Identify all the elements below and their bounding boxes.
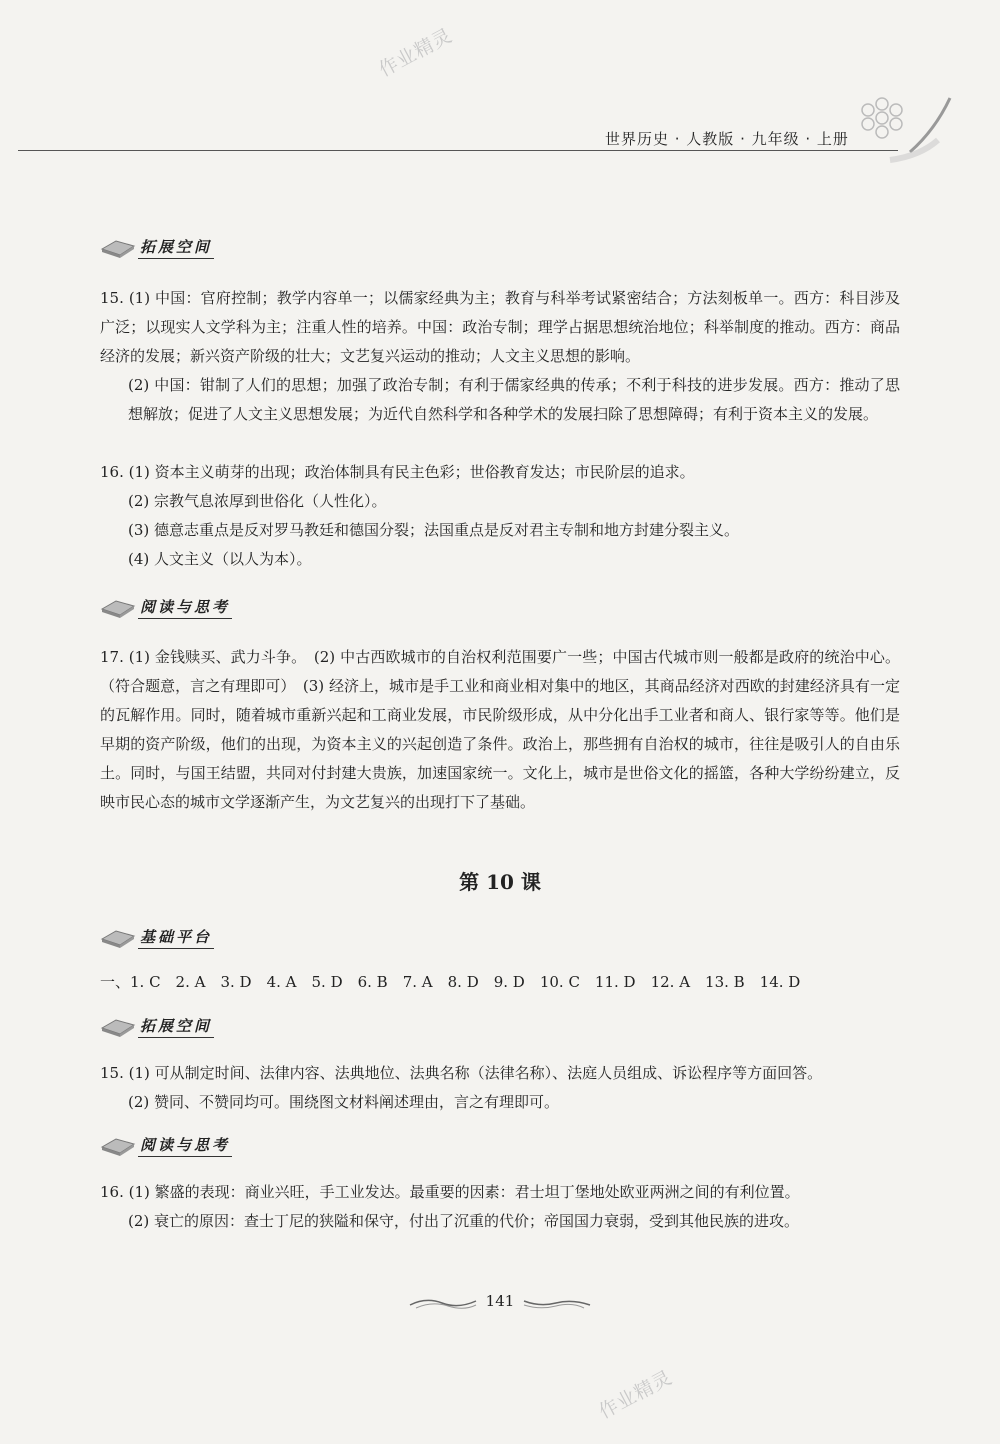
multiple-choice-answers: 一、1. C 2. A 3. D 4. A 5. D 6. B 7. A 8. D 9. D 10. C 11. D 12. A 13. B 14. D <box>100 973 801 991</box>
lesson10-answer-q16-part1: 16. (1) 繁盛的表现：商业兴旺，手工业发达。最重要的因素：君士坦丁堡地处欧亚两洲之间的有利位置。 <box>100 1183 800 1201</box>
answer-q16-part2: (2) 宗教气息浓厚到世俗化（人性化）。 <box>128 492 387 510</box>
section-header-expand-2 <box>100 1015 214 1038</box>
section-label: 基础平台 <box>138 926 214 949</box>
section-header-read <box>100 596 232 619</box>
lesson10-answer-q16-part2: (2) 衰亡的原因：查士丁尼的狭隘和保守，付出了沉重的代价；帝国国力衰弱，受到其他民族的进攻。 <box>128 1212 800 1230</box>
lesson10-answer-q15-part1: 15. (1) 可从制定时间、法律内容、法典地位、法典名称（法律名称）、法庭人员组成、诉讼程序等方面回答。 <box>100 1064 823 1082</box>
answer-q15-part1: 15. (1) 中国：官府控制；教学内容单一；以儒家经典为主；教育与科举考试紧密结合；方法刻板单一。西方：科目涉及广泛；以现实人文学科为主；注重人性的培养。中国：政治专制；理学占据思想统治地位；科举制度的推动。西方：商品经济的发展；新兴资产阶级的壮大；文艺复兴运动的推动；人文主义思想的影响。 <box>100 289 900 365</box>
answer-q16-part4: (4) 人文主义（以人为本）。 <box>128 550 312 568</box>
header-title: 世界历史 · 人教版 · 九年级 · 上册 <box>605 130 849 148</box>
page-number-right-wave-icon <box>522 1296 592 1310</box>
book-icon <box>100 237 136 259</box>
lesson-title: 第 10 课 <box>459 870 541 894</box>
section-header-expand <box>100 236 214 259</box>
section-label: 阅读与思考 <box>138 596 232 619</box>
book-icon <box>100 927 136 949</box>
lesson10-answer-q15-part2: (2) 赞同、不赞同均可。围绕图文材料阐述理由，言之有理即可。 <box>128 1093 560 1111</box>
header-decoration-icon <box>850 90 960 180</box>
section-label: 拓展空间 <box>138 1015 214 1038</box>
book-icon <box>100 597 136 619</box>
section-header-read-2 <box>100 1134 232 1157</box>
answer-q16-part1: 16. (1) 资本主义萌芽的出现；政治体制具有民主色彩；世俗教育发达；市民阶层的追求。 <box>100 463 695 481</box>
watermark-top: 作业精灵 <box>375 24 457 82</box>
book-icon <box>100 1135 136 1157</box>
answer-q15-part2: (2) 中国：钳制了人们的思想；加强了政治专制；有利于儒家经典的传承；不利于科技的进步发展。西方：推动了思想解放；促进了人文主义思想发展；为近代自然科学和各种学术的发展扫除了思想障碍；有利于资本主义的发展。 <box>128 376 900 423</box>
section-label: 拓展空间 <box>138 236 214 259</box>
section-label: 阅读与思考 <box>138 1134 232 1157</box>
watermark-bottom: 作业精灵 <box>595 1366 677 1424</box>
section-header-basic <box>100 926 214 949</box>
answer-q17: 17. (1) 金钱赎买、武力斗争。 (2) 中古西欧城市的自治权利范围要广一些；中国古代城市则一般都是政府的统治中心。（符合题意，言之有理即可） (3) 经济上，城市是手工业和商业相对集中的地区，其商品经济对西欧的封建经济具有一定的瓦解作用。同时，随着城市重新兴起和工商业发展，市民阶级形成，从中分化出手工业者和商人、银行家等等。他们是早期的资产阶级，他们的出现，为资本主义的兴起创造了条件。政治上，那些拥有自治权的城市，往往是吸引人的自由乐土。同时，与国王结盟，共同对付封建大贵族，加速国家统一。文化上，城市是世俗文化的摇篮，各种大学纷纷建立，反映市民心态的城市文学逐渐产生，为文艺复兴的出现打下了基础。 <box>100 648 900 811</box>
book-icon <box>100 1016 136 1038</box>
page-number: 141 <box>485 1292 515 1310</box>
answer-q16-part3: (3) 德意志重点是反对罗马教廷和德国分裂；法国重点是反对君主专制和地方封建分裂主义。 <box>128 521 740 539</box>
header-rule <box>18 150 898 151</box>
